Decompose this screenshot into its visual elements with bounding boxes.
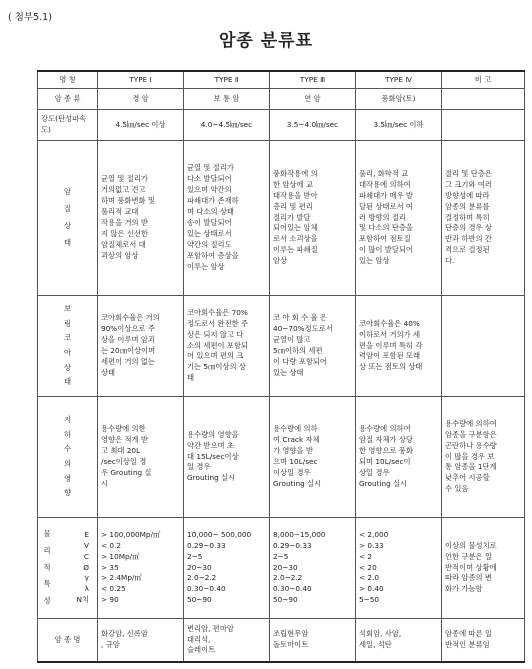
- table-row: [38, 397, 525, 518]
- header-name: 명 칭: [38, 71, 98, 89]
- cell-type2-rock-names: 변리암, 편마암 대리석, 슬레이트: [184, 619, 270, 663]
- header-type4: TYPE Ⅳ: [356, 71, 442, 89]
- table-row: [38, 141, 525, 296]
- page-title: 암종 분류표: [218, 31, 314, 51]
- cell-type2-rock-type: 보 통 암: [184, 89, 270, 110]
- cell-type3-rock-type: 연 암: [270, 89, 356, 110]
- cell-type4-rock-quality: 풀리, 화학적 교 대작용에 의하여 파쇄대가 매우 발 달된 상태로서 여 러 방향의 절리 및 다소의 단층을 포함하여 점토질 이 많이 발달되어 있는 암상: [356, 141, 442, 296]
- row-label-rock-type: 암 종 류: [38, 89, 98, 110]
- row-label-groundwater: 지하수의영향: [38, 397, 98, 518]
- cell-type4-boring-core: 코아회수율은 40% 이하로서 거의가 세 편을 이루며 특히 각 력암이 포함된 모래 상 또는 점토의 상태: [356, 296, 442, 397]
- row-label-speed: 강도(탄성파속도): [38, 110, 98, 141]
- cell-remarks-boring-core: [442, 296, 525, 397]
- table-row: [38, 518, 525, 619]
- cell-type1-physical: > 100,000Mp/㎡ < 0.2 > 10Mp/㎡ > 35 > 2.4Mp/㎡ < 0.25 > 90: [98, 518, 184, 619]
- cell-remarks-rock-quality: 절리 및 단층은 그 크기와 여러 방향성에 따라 암종의 분류를 결정하며 특히 단층의 경우 상 반과 하반의 간 격으로 결정된 다.: [442, 141, 525, 296]
- cell-type3-rock-names: 조립현무암 돌토마이트: [270, 619, 356, 663]
- rock-classification-table: [37, 70, 525, 663]
- table-row: [38, 296, 525, 397]
- physical-label: 물리적특성: [43, 529, 51, 606]
- cell-type4-rock-names: 석회암, 사암, 세일, 석탄: [356, 619, 442, 663]
- cell-type3-physical: 8,000~15,000 0.29~0.33 2~5 20~30 2.0~2.2 0.30~0.40 50~90: [270, 518, 356, 619]
- cell-type1-groundwater: 용수량에 의한 영향은 적게 받 고 최대 20L /sec이상일 경 우 Grouting 실 시: [98, 397, 184, 518]
- cell-remarks-rock-names: 암종에 따른 일 반적인 분류임: [442, 619, 525, 663]
- row-label-physical: [38, 518, 98, 619]
- table-row: [38, 89, 525, 110]
- header-type3: TYPE Ⅲ: [270, 71, 356, 89]
- row-label-boring-core: 보링코아상태: [38, 296, 98, 397]
- table-row: [38, 619, 525, 663]
- row-label-rock-names: 암 종 명: [38, 619, 98, 663]
- cell-type3-speed: 3.5~4.0㎞/sec: [270, 110, 356, 141]
- cell-type3-rock-quality: 풍화작용에 의 한 암상에 교 대작용을 받아 층리 및 편리 절리가 발달 되어있는 암체 로서 소괴상을 이루는 파쇄질 암상: [270, 141, 356, 296]
- table-header-row: [38, 71, 525, 89]
- cell-type2-physical: 10,000~ 500,000 0.29~0.33 2~5 20~30 2.0~2.2 0.30~0.40 50~90: [184, 518, 270, 619]
- row-label-rock-quality: 암질상태: [38, 141, 98, 296]
- cell-type3-groundwater: 용수량에 의하 여 Crack 자체 가 영향을 받 으며 10L/sec 이상일 경우 Grouting 실시: [270, 397, 356, 518]
- cell-remarks-rock-type: [442, 89, 525, 110]
- table-row: [38, 110, 525, 141]
- cell-type1-rock-quality: 균열 및 절리가 거의없고 견고 하며 풍화변화 및 풀리적 교대 작용을 거의 받 지 않은 신선한 암질체로서 대 괴상의 암상: [98, 141, 184, 296]
- cell-type4-speed: 3.5㎞/sec 이하: [356, 110, 442, 141]
- attachment-label: ( 첨부5.1): [8, 12, 52, 23]
- cell-type2-speed: 4.0~4.5㎞/sec: [184, 110, 270, 141]
- cell-remarks-groundwater: 용수량에 의하여 암종을 구분함은 곤란하나 용수량 이 많을 경우 보 통 암종을 1단계 낮추어 시공할 수 있음: [442, 397, 525, 518]
- header-remarks: 비 고: [442, 71, 525, 89]
- cell-type1-boring-core: 코아회수율은 거의 90%이상으로 주 상을 이루며 암괴 는 20㎝이상이며 세편이 거의 없는 상태: [98, 296, 184, 397]
- physical-symbols: E V C Ø γ λ N치: [76, 529, 89, 605]
- header-type2: TYPE Ⅱ: [184, 71, 270, 89]
- cell-type1-rock-names: 화강암, 신록암 , 규암: [98, 619, 184, 663]
- cell-type2-rock-quality: 균열 및 절리가 다소 발달되어 있으며 약간의 파쇄대가 존재하 며 다소의 상태 송이 발달되어 있는 상태로서 약간의 절리도 포함하여 층상을 이루는 암상: [184, 141, 270, 296]
- cell-type3-boring-core: 코 아 회 수 율 은 40~70%정도로서 균열이 많고 5㎝이하의 세편 이 다량 포함되어 있는 상태: [270, 296, 356, 397]
- cell-type2-groundwater: 용수량의 영향을 약간 받으며 초 대 15L/sec이상 일 경우 Grouting 실시: [184, 397, 270, 518]
- cell-type4-physical: < 2,000 > 0.33 < 2 < 20 < 2.0 > 0.40 5~50: [356, 518, 442, 619]
- cell-type1-speed: 4.5㎞/sec 이상: [98, 110, 184, 141]
- cell-type1-rock-type: 경 암: [98, 89, 184, 110]
- cell-type2-boring-core: 코아회수율은 70% 정도로서 완전한 주 상은 되지 않고 다 소의 세편이 포함되 어 있으며 편의 크 기는 5㎝이상의 상 태: [184, 296, 270, 397]
- header-type1: TYPE Ⅰ: [98, 71, 184, 89]
- cell-remarks-speed: [442, 110, 525, 141]
- cell-remarks-physical: 이상의 물성치로 인한 구분은 일 반적이며 상황에 따라 암종의 변 화가 가능함: [442, 518, 525, 619]
- cell-type4-groundwater: 용수량에 의하여 암질 자체가 상당 한 영향으로 풍화 되며 10L/sec이 상일 경우 Grouting 실시: [356, 397, 442, 518]
- cell-type4-rock-type: 풍화암(토): [356, 89, 442, 110]
